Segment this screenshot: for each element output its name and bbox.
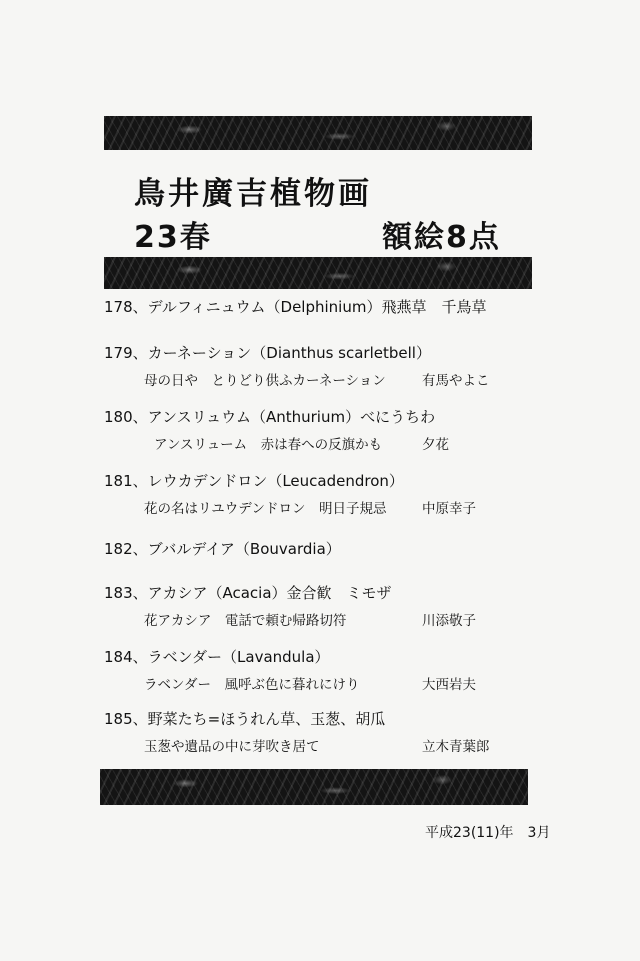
haiku-text: 花アカシア 電話で頼む帰路切符 (144, 613, 347, 629)
entry-heading: 179、カーネーション（Dianthus scarletbell） (104, 344, 431, 362)
list-item (104, 646, 476, 693)
set-label: 額絵8点 (382, 220, 501, 255)
haiku-author: 立木青葉郎 (422, 739, 490, 755)
entry-heading: 184、ラベンダー（Lavandula） (104, 648, 330, 666)
haiku-text: ラベンダー 風呼ぶ色に暮れにけり (144, 677, 360, 693)
haiku-text: 玉葱や遺品の中に芽吹き居て (144, 739, 320, 755)
entry-heading: 183、アカシア（Acacia）金合歓 ミモザ (104, 584, 392, 602)
marble-band-bottom (100, 769, 528, 805)
list-item (104, 582, 476, 629)
page-title: 鳥井廣吉植物画 (134, 176, 372, 212)
list-item (104, 538, 341, 559)
haiku-text: アンスリューム 赤は春への反旗かも (154, 437, 383, 453)
list-item (104, 406, 449, 453)
list-item (104, 708, 490, 755)
haiku-author: 夕花 (422, 437, 449, 453)
haiku-author: 川添敬子 (422, 613, 476, 629)
haiku-author: 中原幸子 (422, 501, 476, 517)
list-item (104, 342, 490, 389)
entry-heading: 182、ブバルデイア（Bouvardia） (104, 540, 341, 558)
list-item (104, 470, 476, 517)
haiku-author: 大西岩夫 (422, 677, 476, 693)
entry-heading: 178、デルフィニュウム（Delphinium）飛燕草 千鳥草 (104, 298, 487, 316)
haiku-text: 花の名はリユウデンドロン 明日子規忌 (144, 501, 387, 517)
marble-band-top (104, 116, 532, 150)
season-label: 23春 (134, 220, 212, 255)
entry-heading: 181、レウカデンドロン（Leucadendron） (104, 472, 404, 490)
haiku-author: 有馬やよこ (422, 373, 490, 389)
entry-heading: 185、野菜たち=ほうれん草、玉葱、胡瓜 (104, 710, 386, 728)
date-footer: 平成23(11)年 3月 (425, 825, 551, 841)
entry-heading: 180、アンスリュウム（Anthurium）べにうちわ (104, 408, 436, 426)
marble-band-middle (104, 257, 532, 289)
list-item (104, 296, 486, 317)
haiku-text: 母の日や とりどり供ふカーネーション (144, 373, 386, 389)
